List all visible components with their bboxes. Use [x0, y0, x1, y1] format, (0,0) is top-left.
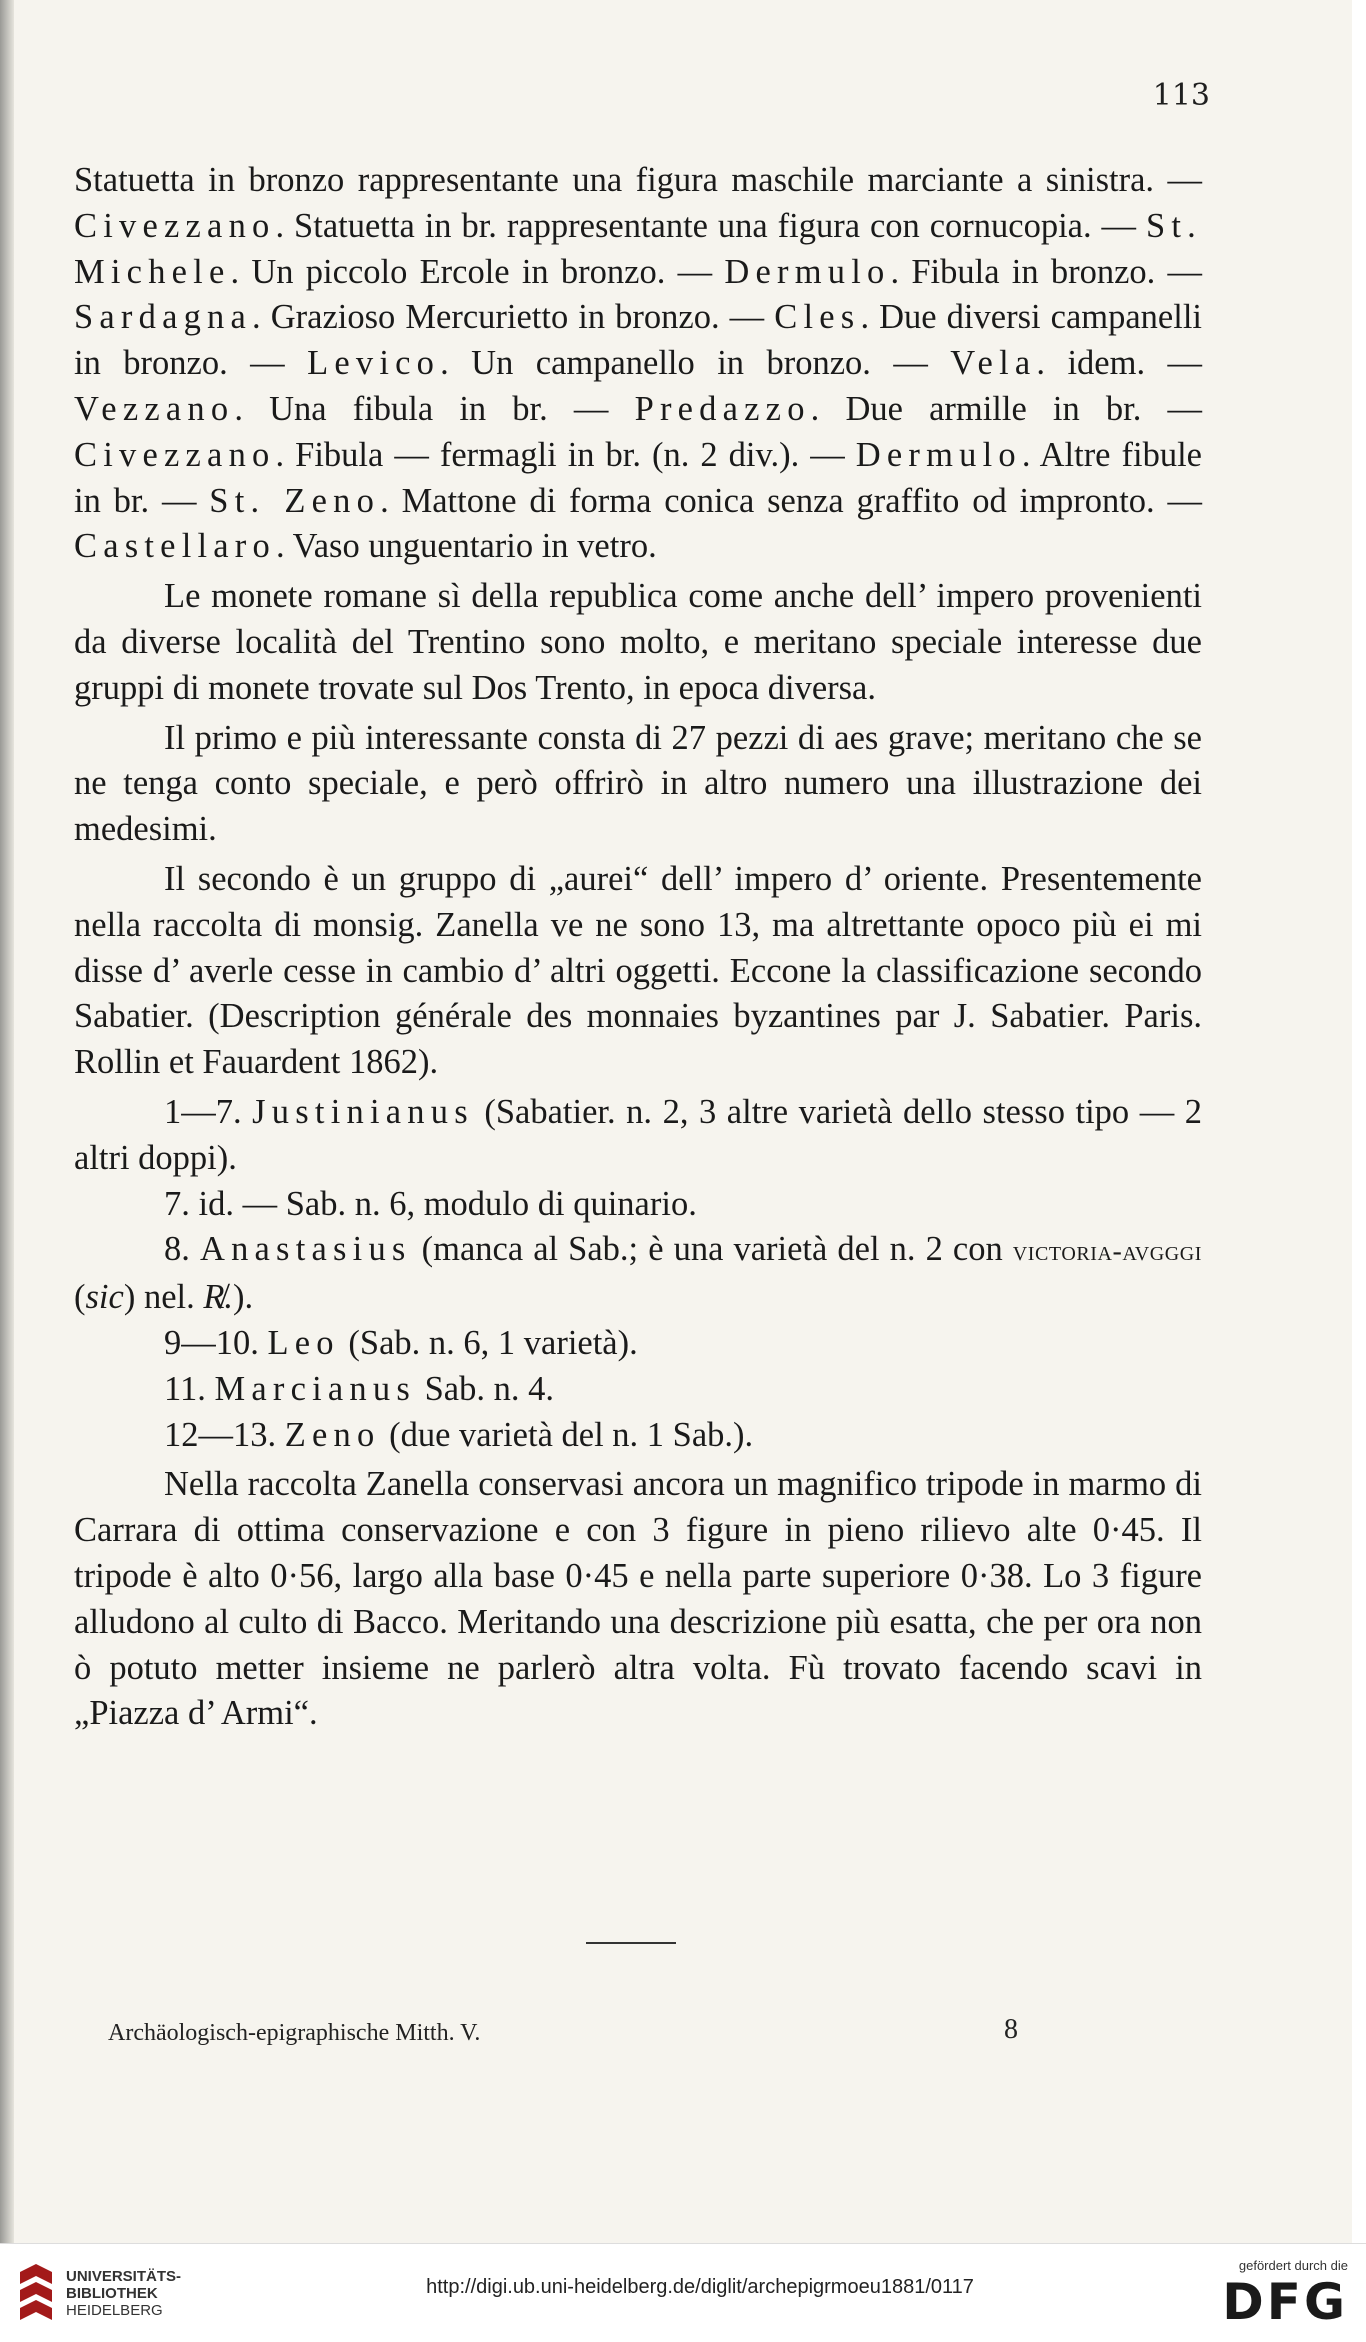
- place-name: Cles: [774, 298, 861, 337]
- coin-list-item: 8. Anastasius (manca al Sab.; è una varietà del n. 2 con victoria-avgggi (sic) nel. R̸.).: [74, 1230, 1202, 1317]
- page-number: 113: [1152, 78, 1210, 113]
- signature-mark: 8: [1004, 2014, 1018, 2045]
- footnote-rule: [586, 1942, 676, 1944]
- paragraph-aes-grave: Il primo e più interessante consta di 27 pezzi di aes grave; meritano che se ne tenga conto speciale, e però offrirò in altro numero una illustrazione dei medesimi.: [74, 718, 1202, 849]
- paragraph-aurei: Il secondo è un gruppo di „aurei“ dell’ impero d’ oriente. Presentemente nella raccolta di monsig. Zanella ve ne sono 13, ma altrettante opoco più ei mi disse d’ averle cesse in cambio d’ altri oggetti. Eccone la classificazione secondo Sabatier. (Description générale des monnaies byzantines par J. Sabatier. Paris. Rollin et Fauardent 1862).: [74, 859, 1202, 1082]
- coin-list-item: 9—10. Leo (Sab. n. 6, 1 varietà).: [164, 1323, 638, 1362]
- paragraph-coins-intro: Le monete romane sì della republica come anche dell’ impero provenienti da diverse località del Trentino sono molto, e meritano speciale interesse due gruppi di monete trovate sul Dos Trento, in epoca diversa.: [74, 577, 1202, 707]
- university-name: UNIVERSITÄTS- BIBLIOTHEK HEIDELBERG: [66, 2268, 182, 2319]
- place-name: Vela: [950, 344, 1037, 383]
- place-name: Anastasius: [199, 1230, 412, 1269]
- place-name: Zeno: [284, 1415, 381, 1454]
- coin-list-item: 11. Marcianus Sab. n. 4.: [164, 1369, 554, 1408]
- place-name: Civezzano: [74, 435, 276, 474]
- place-name: Leo: [267, 1323, 340, 1362]
- coin-list-item: 7. id. — Sab. n. 6, modulo di quinario.: [164, 1184, 697, 1223]
- place-name: Predazzo: [634, 389, 811, 428]
- permalink-url[interactable]: http://digi.ub.uni-heidelberg.de/diglit/archepigrmoeu1881/0117: [426, 2276, 974, 2298]
- place-name: Sardagna: [74, 298, 253, 337]
- journal-title-footer: Archäologisch-epigraphische Mitth. V.: [108, 2020, 481, 2046]
- place-name: Castellaro: [74, 527, 276, 566]
- italic-text: R̸.: [203, 1278, 234, 1317]
- university-logo-icon: [14, 2262, 58, 2322]
- place-name: Justinianus: [252, 1092, 474, 1131]
- place-name: St. Michele: [74, 206, 1202, 291]
- paragraph-finds: Statuetta in bronzo rappresentante una figura maschile marciante a sinistra. — Civezzano. Statuetta in br. rappresentante una figura con cornucopia. — St. Michele. Un piccolo Ercole in bronzo. — Dermulo. Fibula in bronzo. — Sardagna. Grazioso Mercurietto in bronzo. — Cles. Due diversi campanelli in bronzo. — Levico. Un campanello in bronzo. — Vela. idem. — Vezzano. Una fibula in br. — Predazzo. Due armille in br. — Civezzano. Fibula — fermagli in br. (n. 2 div.). — Dermulo. Altre fibule in br. — St. Zeno. Mattone di forma conica senza graffito od impronto. — Castellaro. Vaso unguentario in vetro.: [74, 161, 1203, 566]
- place-name: St. Zeno: [209, 481, 381, 520]
- coin-list-item: 1—7. Justinianus (Sabatier. n. 2, 3 altre varietà dello stesso tipo — 2 altri doppi).: [74, 1092, 1202, 1177]
- page-edge-shadow: [0, 0, 14, 2243]
- place-name: Dermulo: [855, 435, 1022, 474]
- paragraph-tripod: Nella raccolta Zanella conservasi ancora un magnifico tripode in marmo di Carrara di ottima conservazione e con 3 figure in pieno rilievo alte 0·45. Il tripode è alto 0·56, largo alla base 0·45 e nella parte superiore 0·38. Lo 3 figure alludono al culto di Bacco. Meritando una descrizione più esatta, che per ora non ò potuto metter insieme ne parlerò altra volta. Fù trovato facendo scavi in „Piazza d’ Armi“.: [74, 1465, 1202, 1733]
- coin-list-item: 12—13. Zeno (due varietà del n. 1 Sab.).: [164, 1415, 754, 1454]
- funding-note: gefördert durch die: [1238, 2258, 1348, 2273]
- dfg-logo: DFG: [1222, 2273, 1348, 2331]
- place-name: Vezzano: [74, 389, 235, 428]
- coin-legend: victoria-avgggi: [1012, 1236, 1202, 1268]
- place-name: Dermulo: [724, 252, 891, 291]
- place-name: Levico: [307, 344, 441, 383]
- place-name: Civezzano: [74, 206, 276, 245]
- italic-text: sic: [85, 1278, 124, 1317]
- place-name: Marcianus: [214, 1369, 416, 1408]
- body-text: [74, 158, 1202, 1737]
